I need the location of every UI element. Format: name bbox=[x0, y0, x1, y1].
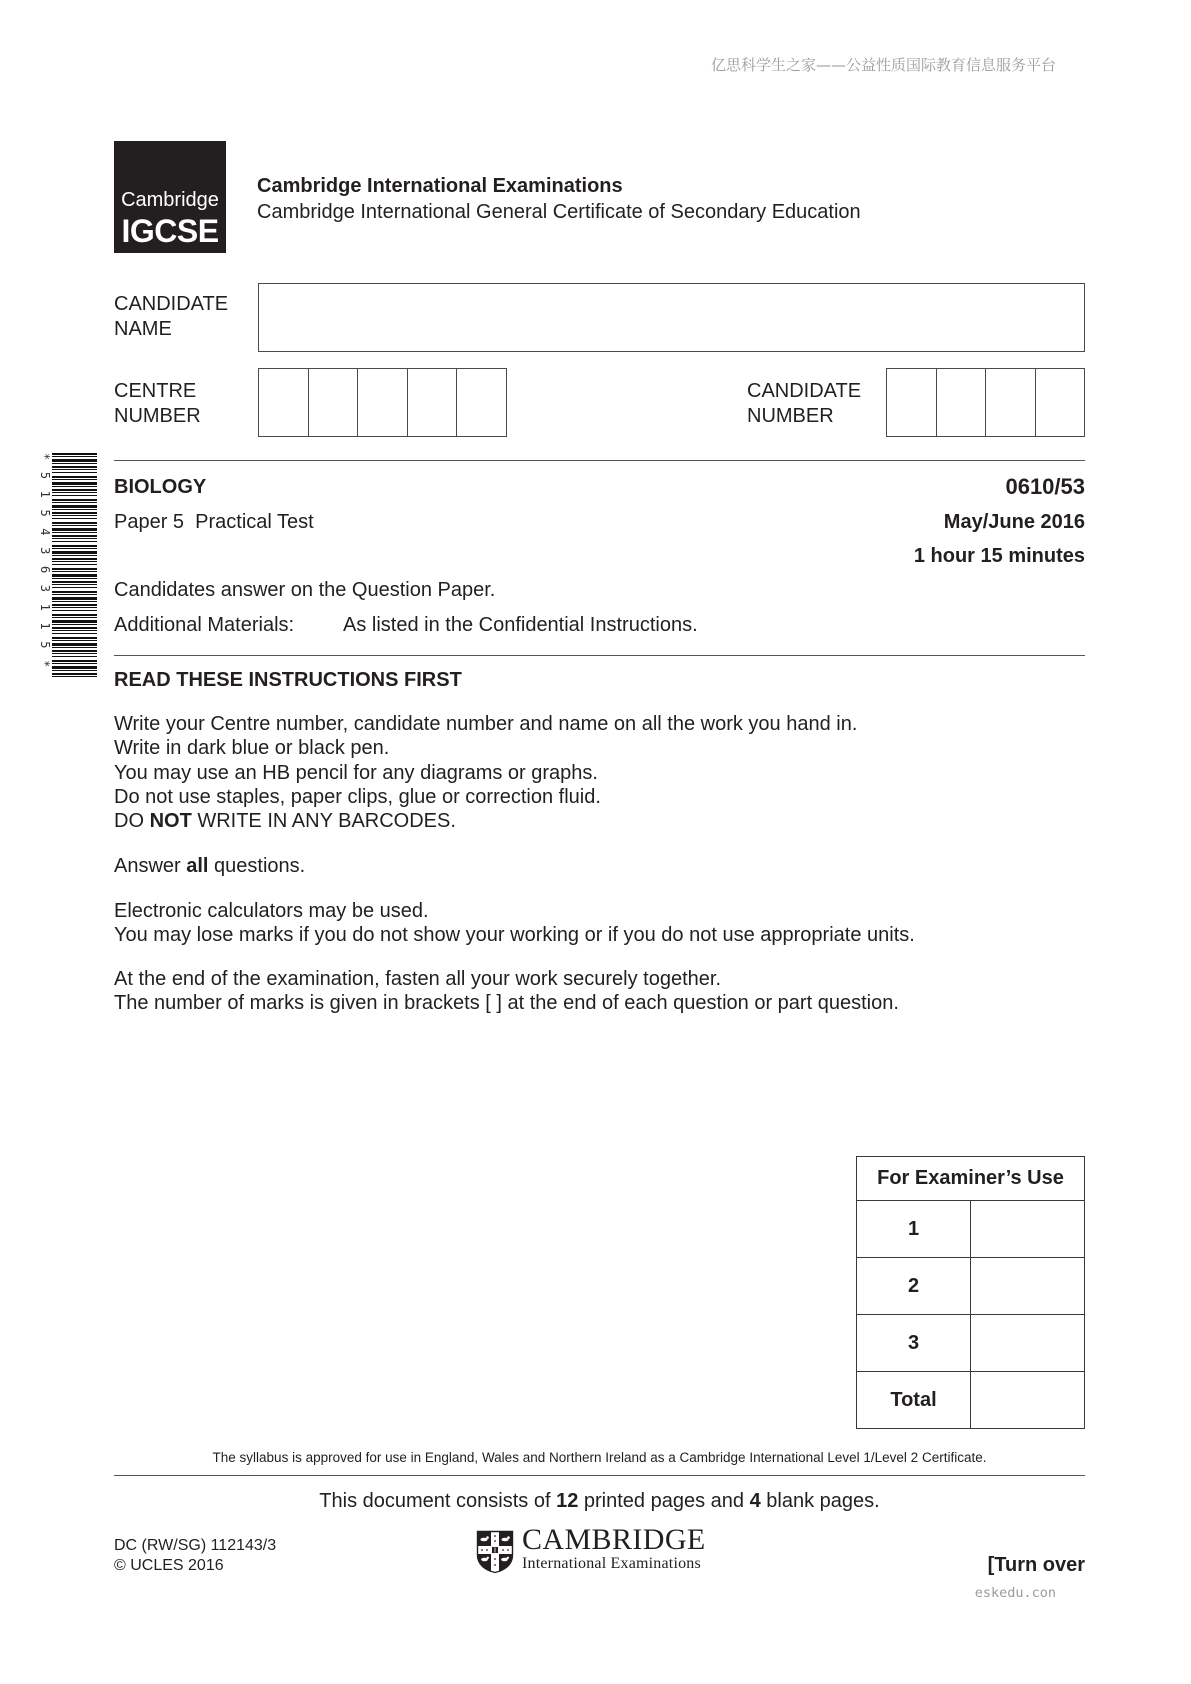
cie-logo-name: CAMBRIDGE bbox=[522, 1523, 706, 1556]
general-instructions bbox=[114, 712, 857, 833]
exam-duration: 1 hour 15 minutes bbox=[913, 545, 1085, 567]
table-header-row bbox=[857, 1157, 1085, 1201]
centre-number-digit-box bbox=[456, 369, 506, 436]
materials-label: Additional Materials: bbox=[114, 614, 295, 636]
exam-board-title: Cambridge International Examinations bbox=[257, 175, 623, 197]
mark-cell bbox=[971, 1315, 1085, 1372]
instruction-text: questions. bbox=[208, 855, 306, 877]
instructions-heading: READ THESE INSTRUCTIONS FIRST bbox=[114, 669, 462, 691]
exam-session: May/June 2016 bbox=[943, 511, 1085, 533]
answer-instruction bbox=[114, 854, 305, 878]
question-number-cell: 2 bbox=[857, 1258, 971, 1315]
total-mark-cell bbox=[971, 1372, 1085, 1429]
candidate-name-box bbox=[258, 283, 1085, 352]
examiner-use-heading: For Examiner’s Use bbox=[857, 1157, 1085, 1201]
label-line: CANDIDATE bbox=[747, 380, 862, 402]
instruction-line: You may lose marks if you do not show your working or if you do not use appropriate units. bbox=[114, 924, 915, 947]
centre-number-digit-box bbox=[259, 369, 308, 436]
total-label-cell: Total bbox=[857, 1372, 971, 1429]
instruction-line bbox=[114, 809, 857, 833]
question-number-cell: 1 bbox=[857, 1201, 971, 1258]
instruction-emphasis: all bbox=[186, 855, 209, 877]
candidate-number-digit-box bbox=[936, 369, 986, 436]
candidate-name-label bbox=[114, 292, 228, 342]
centre-number-digit-box bbox=[308, 369, 358, 436]
instruction-line: The number of marks is given in brackets [ ] at the end of each question or part question. bbox=[114, 992, 899, 1015]
centre-number-boxes bbox=[258, 368, 507, 437]
table-row bbox=[857, 1258, 1085, 1315]
label-line: CENTRE bbox=[114, 380, 197, 402]
divider bbox=[114, 1475, 1085, 1476]
candidate-number-digit-box bbox=[985, 369, 1035, 436]
subject-title: BIOLOGY bbox=[114, 476, 207, 498]
instruction-line: You may use an HB pencil for any diagrams or graphs. bbox=[114, 761, 598, 784]
top-watermark: 亿思科学生之家——公益性质国际教育信息服务平台 bbox=[710, 56, 1056, 74]
cambridge-crest-icon bbox=[476, 1530, 514, 1574]
page-count-text: This document consists of bbox=[319, 1490, 557, 1512]
copyright-notice: © UCLES 2016 bbox=[114, 1557, 224, 1574]
answer-note: Candidates answer on the Question Paper. bbox=[114, 579, 496, 601]
instruction-line: Do not use staples, paper clips, glue or correction fluid. bbox=[114, 785, 601, 808]
page-count-text: printed pages and bbox=[578, 1490, 750, 1512]
printed-pages-count: 12 bbox=[556, 1490, 579, 1512]
qualification-title: Cambridge International General Certificate of Secondary Education bbox=[257, 201, 861, 223]
instruction-text: DO bbox=[114, 810, 150, 833]
logo-product-text: IGCSE bbox=[121, 213, 219, 249]
centre-number-label bbox=[114, 379, 201, 429]
barcode-digits: *5154363115* bbox=[38, 453, 52, 679]
candidate-number-boxes bbox=[886, 368, 1085, 437]
instruction-line: At the end of the examination, fasten all your work securely together. bbox=[114, 968, 722, 990]
label-line: CANDIDATE bbox=[114, 293, 229, 315]
bottom-watermark: eskedu.con bbox=[974, 1585, 1056, 1601]
instruction-text: WRITE IN ANY BARCODES. bbox=[191, 810, 456, 833]
table-row bbox=[857, 1372, 1085, 1429]
turn-over-note: [Turn over bbox=[987, 1554, 1085, 1576]
candidate-number-digit-box bbox=[887, 369, 936, 436]
table-row bbox=[857, 1201, 1085, 1258]
blank-pages-count: 4 bbox=[749, 1490, 761, 1512]
candidate-number-digit-box bbox=[1035, 369, 1085, 436]
syllabus-approval-note: The syllabus is approved for use in England, Wales and Northern Ireland as a Cambridge International Level 1/Level 2 Certificate. bbox=[212, 1450, 987, 1465]
instruction-line: Write in dark blue or black pen. bbox=[114, 737, 390, 760]
candidate-number-label bbox=[747, 379, 861, 429]
end-instructions bbox=[114, 967, 899, 1016]
table-row bbox=[857, 1315, 1085, 1372]
document-reference: DC (RW/SG) 112143/3 bbox=[114, 1537, 277, 1554]
examiner-use-table bbox=[856, 1156, 1085, 1429]
mark-cell bbox=[971, 1258, 1085, 1315]
divider bbox=[114, 655, 1085, 656]
cie-logo-subtitle: International Examinations bbox=[522, 1555, 701, 1572]
centre-number-digit-box bbox=[357, 369, 407, 436]
paper-title: Paper 5 Practical Test bbox=[114, 511, 314, 533]
instruction-line: Write your Centre number, candidate number and name on all the work you hand in. bbox=[114, 713, 858, 735]
divider bbox=[114, 460, 1085, 461]
cambridge-igcse-logo bbox=[114, 141, 226, 253]
centre-number-digit-box bbox=[407, 369, 457, 436]
calculator-instructions bbox=[114, 899, 915, 948]
label-line: NUMBER bbox=[114, 405, 201, 427]
barcode-icon bbox=[52, 453, 97, 679]
instruction-line bbox=[114, 854, 305, 878]
instruction-line: Electronic calculators may be used. bbox=[114, 900, 429, 922]
logo-brand-text: Cambridge bbox=[121, 189, 219, 211]
question-number-cell: 3 bbox=[857, 1315, 971, 1372]
label-line: NUMBER bbox=[747, 405, 834, 427]
syllabus-code: 0610/53 bbox=[1005, 474, 1085, 499]
mark-cell bbox=[971, 1201, 1085, 1258]
instruction-text: Answer bbox=[114, 855, 187, 877]
page-count-text: blank pages. bbox=[760, 1490, 880, 1512]
page-count-statement bbox=[114, 1489, 1085, 1513]
materials-value: As listed in the Confidential Instructions. bbox=[343, 614, 698, 636]
instruction-emphasis: NOT bbox=[149, 810, 192, 833]
label-line: NAME bbox=[114, 318, 172, 340]
